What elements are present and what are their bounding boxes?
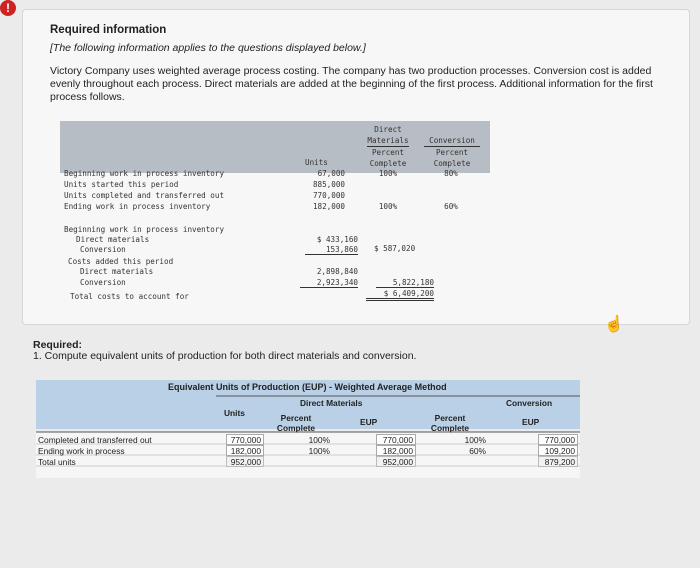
- row-dm-pct: 100%: [378, 169, 398, 178]
- required-label: Required:: [33, 339, 83, 351]
- cost-value: 2,923,340: [300, 278, 358, 288]
- dm-header: Direct Materials Percent Complete: [367, 125, 409, 168]
- row-conv-pct: 60%: [444, 202, 458, 211]
- cost-value: 2,898,840: [316, 267, 358, 276]
- conversion-header: Conversion Percent Complete: [424, 135, 480, 169]
- conv-total-eup-value: 879,200: [538, 456, 578, 467]
- row-label: Ending work in process inventory: [64, 202, 211, 211]
- dm-col-percent: Percent Complete: [276, 413, 316, 433]
- cost-label: Costs added this period: [68, 257, 174, 266]
- row-units: 67,000: [317, 169, 345, 178]
- eup-table: [36, 380, 580, 478]
- hand-pointer-icon: ☝: [604, 316, 624, 333]
- dm-total-eup-value: 952,000: [376, 456, 416, 467]
- conv-col-percent: Percent Complete: [430, 413, 470, 433]
- eup-row-label: Completed and transferred out: [38, 435, 152, 445]
- problem-description: Victory Company uses weighted average process costing. The company has two production processes. Conversion cost is added evenly throughout each process. Direct materials are added at the beginning of the first process. Additional information for the first process follows.: [50, 65, 653, 103]
- units-input[interactable]: 770,000: [226, 434, 264, 445]
- cost-label: Conversion: [80, 245, 126, 254]
- dm-group-header: Direct Materials: [300, 398, 363, 408]
- cost-value: 153,860: [305, 245, 358, 255]
- row-label: Beginning work in process inventory: [64, 169, 225, 178]
- conv-col-eup: EUP: [522, 417, 540, 427]
- dm-eup-input[interactable]: 182,000: [376, 445, 416, 456]
- cost-label: Conversion: [80, 278, 126, 287]
- cost-total: $ 587,020: [374, 244, 416, 253]
- eup-row-label: Ending work in process: [38, 446, 125, 456]
- row-label: Units started this period: [64, 180, 179, 189]
- conv-group-header: Conversion: [506, 398, 553, 408]
- dm-percent-value: 100%: [308, 446, 330, 456]
- cost-value: $ 433,160: [316, 235, 358, 244]
- eup-table-title: Equivalent Units of Production (EUP) - Weighted Average Method: [168, 382, 447, 392]
- row-label: Units completed and transferred out: [64, 191, 225, 200]
- row-conv-pct: 80%: [444, 169, 458, 178]
- conv-percent-value: 60%: [469, 446, 486, 456]
- units-header: Units: [305, 158, 328, 167]
- dm-eup-input[interactable]: 770,000: [376, 434, 416, 445]
- dm-col-eup: EUP: [360, 417, 378, 427]
- eup-col-units: Units: [224, 408, 245, 418]
- alert-icon: !: [0, 0, 16, 16]
- cost-label: Total costs to account for: [70, 292, 189, 301]
- total-units-value: 952,000: [226, 456, 264, 467]
- row-units: 182,000: [312, 202, 345, 211]
- eup-row-label: Total units: [38, 457, 76, 467]
- cost-label: Direct materials: [80, 267, 154, 276]
- conv-eup-input[interactable]: 770,000: [538, 434, 578, 445]
- units-input[interactable]: 182,000: [226, 445, 264, 456]
- dm-percent-value: 100%: [308, 435, 330, 445]
- info-note: [The following information applies to the questions displayed below.]: [50, 42, 366, 54]
- cost-grand-total: $ 6,409,200: [366, 289, 434, 301]
- cost-label: Direct materials: [76, 235, 150, 244]
- row-dm-pct: 100%: [378, 202, 398, 211]
- cost-total: 5,822,180: [376, 278, 434, 288]
- required-question: 1. Compute equivalent units of production for both direct materials and conversion.: [33, 350, 417, 362]
- conv-percent-value: 100%: [464, 435, 486, 445]
- conv-eup-input[interactable]: 109,200: [538, 445, 578, 456]
- required-information-heading: Required information: [50, 24, 167, 36]
- row-units: 885,000: [312, 180, 345, 189]
- row-units: 770,000: [312, 191, 345, 200]
- cost-label: Beginning work in process inventory: [64, 225, 225, 234]
